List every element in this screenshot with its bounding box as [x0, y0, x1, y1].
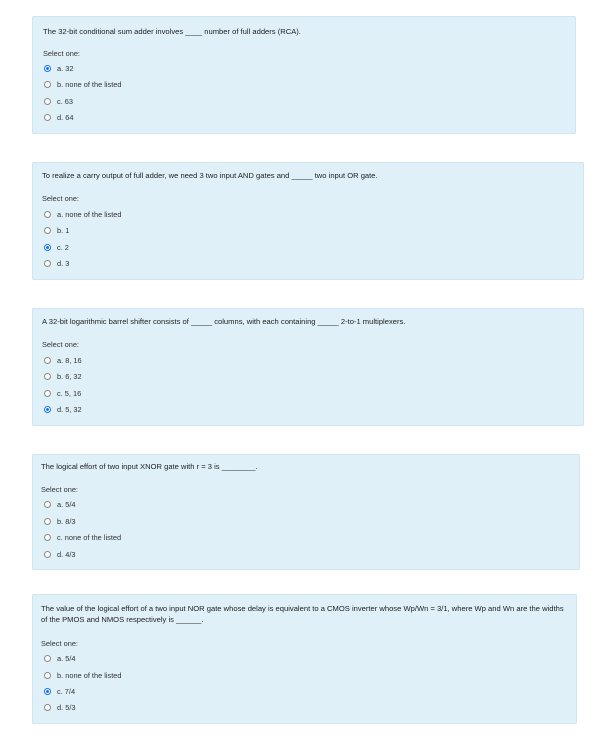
select-one-label: Select one: — [41, 639, 78, 648]
option-c[interactable] — [44, 242, 69, 252]
radio-button[interactable] — [44, 390, 51, 397]
option-b[interactable] — [44, 371, 82, 381]
select-one-label: Select one: — [42, 194, 79, 203]
option-label: b. 1 — [57, 225, 70, 235]
option-d[interactable] — [44, 404, 82, 414]
option-c[interactable] — [44, 388, 81, 398]
option-label: a. 32 — [57, 63, 74, 73]
radio-button[interactable] — [44, 81, 51, 88]
option-label: a. 5/4 — [57, 499, 76, 509]
option-label: c. 2 — [57, 242, 69, 252]
option-d[interactable] — [44, 549, 76, 559]
radio-button[interactable] — [44, 501, 51, 508]
option-d[interactable] — [44, 258, 69, 268]
radio-button[interactable] — [44, 655, 51, 662]
radio-button[interactable] — [44, 260, 51, 267]
radio-button[interactable] — [44, 357, 51, 364]
option-a[interactable] — [44, 355, 82, 365]
radio-button[interactable] — [44, 373, 51, 380]
option-label: a. 5/4 — [57, 653, 76, 663]
select-one-label: Select one: — [41, 485, 78, 494]
radio-button[interactable] — [44, 227, 51, 234]
question-text: A 32-bit logarithmic barrel shifter consists of _____ columns, with each containing _____ 2-to-1 multiplexers. — [42, 317, 406, 326]
option-a[interactable] — [44, 499, 76, 509]
option-b[interactable] — [44, 79, 122, 89]
radio-button[interactable] — [44, 688, 51, 695]
option-label: b. 6, 32 — [57, 371, 82, 381]
radio-button[interactable] — [44, 551, 51, 558]
option-a[interactable] — [44, 653, 76, 663]
option-b[interactable] — [44, 225, 69, 235]
question-card-2 — [32, 162, 584, 280]
radio-button[interactable] — [44, 65, 51, 72]
question-card-1 — [32, 16, 576, 134]
question-card-3 — [32, 308, 584, 426]
option-label: c. 63 — [57, 96, 74, 106]
option-label: d. 4/3 — [57, 549, 76, 559]
radio-button[interactable] — [44, 98, 51, 105]
option-label: d. 5, 32 — [57, 404, 82, 414]
radio-button[interactable] — [44, 211, 51, 218]
option-label: c. 7/4 — [57, 686, 76, 696]
option-label: c. 5, 16 — [57, 388, 82, 398]
option-label: b. 8/3 — [57, 516, 76, 526]
option-d[interactable] — [44, 702, 76, 712]
radio-button[interactable] — [44, 534, 51, 541]
option-label: d. 3 — [57, 258, 70, 268]
option-a[interactable] — [44, 209, 122, 219]
question-text: The value of the logical effort of a two input NOR gate whose delay is equivalent to a CMOS inverter whose Wp/Wn = 3/1, where Wp and Wn are the widths of the PMOS and NMOS respectively is ______. — [41, 604, 564, 624]
question-text: To realize a carry output of full adder, we need 3 two input AND gates and _____ two input OR gate. — [42, 171, 378, 180]
option-label: d. 64 — [57, 112, 74, 122]
option-c[interactable] — [44, 96, 73, 106]
option-b[interactable] — [44, 516, 76, 526]
option-label: b. none of the listed — [57, 79, 122, 89]
question-card-5 — [32, 594, 577, 724]
option-label: c. none of the listed — [57, 532, 122, 542]
option-d[interactable] — [44, 112, 73, 122]
radio-button[interactable] — [44, 518, 51, 525]
option-label: d. 5/3 — [57, 702, 76, 712]
question-text: The 32-bit conditional sum adder involves ____ number of full adders (RCA). — [43, 27, 301, 36]
radio-button[interactable] — [44, 406, 51, 413]
option-label: b. none of the listed — [57, 670, 122, 680]
option-b[interactable] — [44, 670, 122, 680]
question-card-4 — [32, 454, 580, 570]
radio-button[interactable] — [44, 114, 51, 121]
option-c[interactable] — [44, 532, 121, 542]
radio-button[interactable] — [44, 244, 51, 251]
select-one-label: Select one: — [42, 340, 79, 349]
select-one-label: Select one: — [43, 49, 80, 58]
option-a[interactable] — [44, 63, 73, 73]
radio-button[interactable] — [44, 704, 51, 711]
radio-button[interactable] — [44, 672, 51, 679]
question-text: The logical effort of two input XNOR gate with r = 3 is ________. — [41, 462, 258, 471]
option-c[interactable] — [44, 686, 75, 696]
option-label: a. none of the listed — [57, 209, 122, 219]
option-label: a. 8, 16 — [57, 355, 82, 365]
